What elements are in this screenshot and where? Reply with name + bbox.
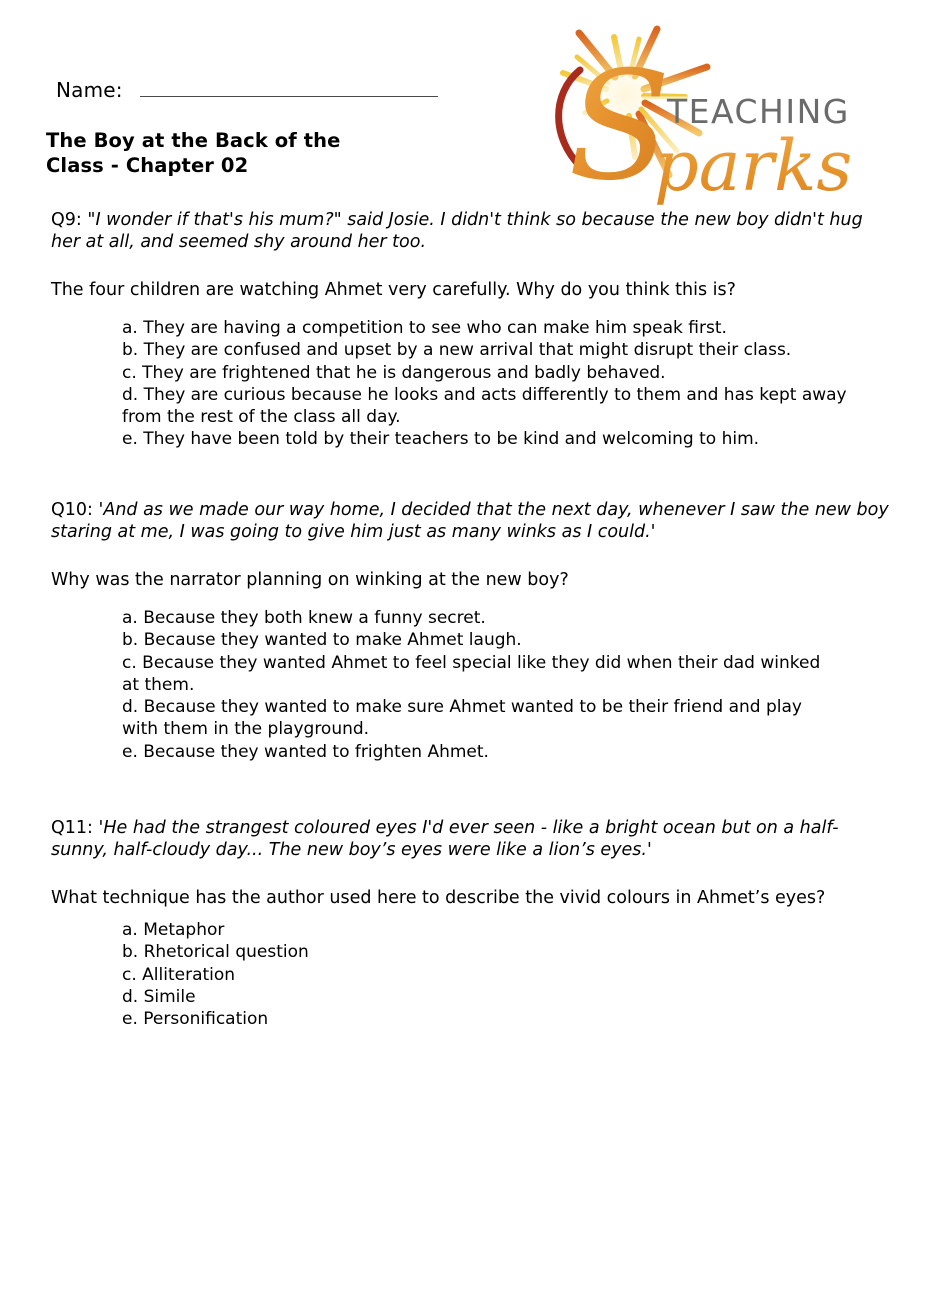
name-write-in-line[interactable] [140,95,438,97]
question-label-q9: Q9: [51,210,82,230]
question-prompt-q9: The four children are watching Ahmet very carefully. Why do you think this is? [51,280,736,300]
logo-word-teaching: TEACHING [667,92,850,131]
logo-word-parks: parks [654,125,853,207]
option-item[interactable]: a. They are having a competition to see who can make him speak first. [122,318,727,338]
option-item[interactable]: c. Alliteration [122,964,236,985]
question-prompt-q10: Why was the narrator planning on winking at the new boy? [51,570,569,590]
teaching-sparks-logo [536,8,916,208]
option-list-q11 [122,919,891,1030]
logo-letter-s: S [568,40,671,208]
option-list-q9 [122,317,882,451]
option-item[interactable]: b. Because they wanted to make Ahmet laugh. [122,630,522,651]
question-quote-q11 [51,818,891,861]
question-quote-text-q9: "I wonder if that's his mum?" said Josie. I didn't think so because the new boy didn't hug her at all, and seemed shy around her too. [51,210,863,252]
question-quote-text-q11: 'He had the strangest coloured eyes I'd ever seen - like a bright ocean but on a half-sunny, half-cloudy day... The new boy’s eyes were like a lion’s eyes.' [51,818,839,860]
name-label: Name: [56,78,123,102]
option-item[interactable]: a. Because they both knew a funny secret. [122,608,486,628]
option-item[interactable]: d. They are curious because he looks and acts differently to them and has kept away from the rest of the class all day. [122,384,847,428]
option-item[interactable]: b. They are confused and upset by a new arrival that might disrupt their class. [122,340,792,361]
question-block-q9 [51,210,891,451]
question-label-q11: Q11: [51,818,93,838]
option-item[interactable]: c. Because they wanted Ahmet to feel special like they did when their dad winked at them. [122,652,821,695]
question-quote-q9 [51,210,891,253]
option-list-q10 [122,607,822,763]
page-title-line-1: The Boy at the Back of the [46,129,341,152]
page-title [46,128,446,178]
name-field-row [56,78,438,102]
question-block-q11 [51,818,891,1030]
option-item[interactable]: d. Because they wanted to make sure Ahmet wanted to be their friend and play with them in the playground. [122,697,802,740]
question-prompt-q11: What technique has the author used here to describe the vivid colours in Ahmet’s eyes? [51,888,826,908]
option-item[interactable]: e. They have been told by their teachers to be kind and welcoming to him. [122,429,760,450]
option-item[interactable]: c. They are frightened that he is dangerous and badly behaved. [122,362,666,383]
question-block-q10 [51,500,891,763]
option-item[interactable]: a. Metaphor [122,920,225,940]
question-quote-text-q10: 'And as we made our way home, I decided that the next day, whenever I saw the new boy staring at me, I was going to give him just as many winks as I could.' [51,500,889,542]
page-title-line-2: Class - Chapter 02 [46,154,249,177]
option-item[interactable]: e. Because they wanted to frighten Ahmet. [122,741,489,762]
option-item[interactable]: b. Rhetorical question [122,942,309,963]
option-item[interactable]: e. Personification [122,1009,269,1030]
question-label-q10: Q10: [51,500,93,520]
option-item[interactable]: d. Simile [122,986,196,1007]
question-quote-q10 [51,500,891,543]
